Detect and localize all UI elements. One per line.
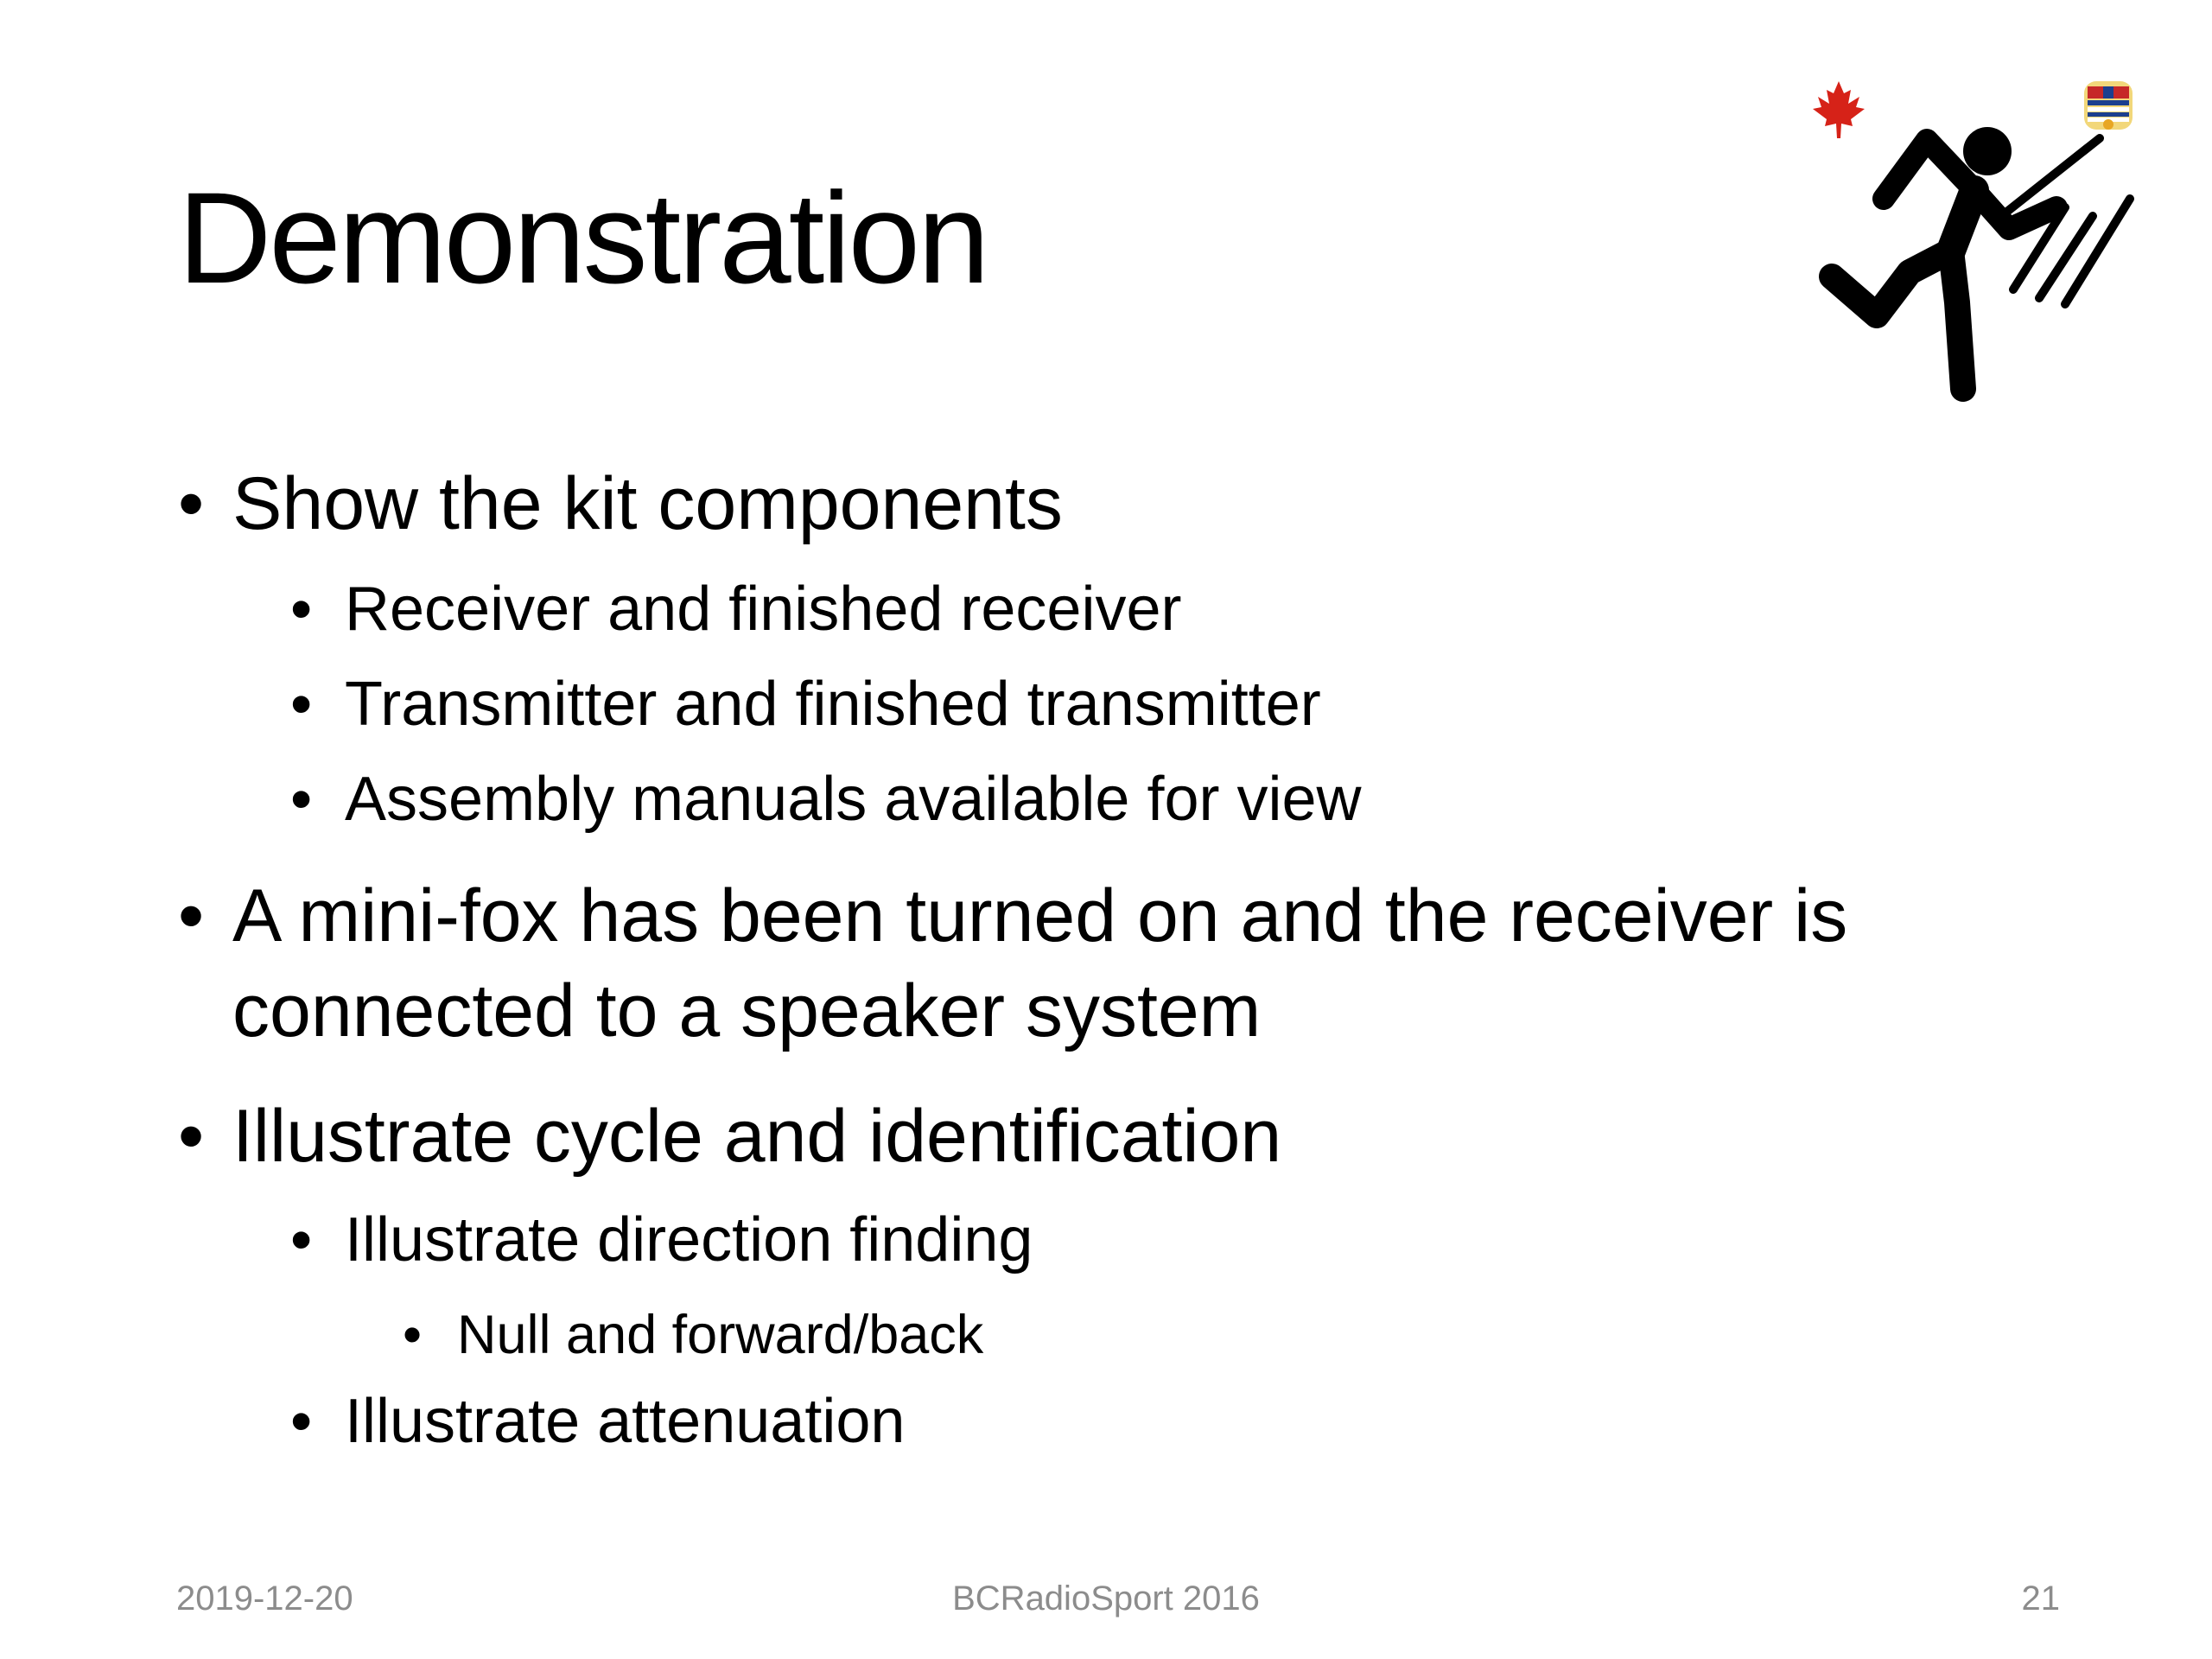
bullet-marker: •	[290, 1205, 313, 1274]
footer-date: 2019-12-20	[176, 1580, 353, 1618]
bullet-marker: •	[290, 670, 313, 739]
bullet-item	[290, 1374, 905, 1469]
bullet-marker: •	[290, 765, 313, 834]
bullet-item	[290, 562, 1181, 657]
bullet-item	[403, 1296, 983, 1374]
bullet-item	[178, 456, 1063, 551]
slide-number: 21	[2021, 1580, 2060, 1618]
bullet-text: Illustrate cycle and identification	[232, 1095, 1282, 1178]
bullet-marker: •	[178, 1095, 205, 1178]
bullet-item	[178, 868, 2047, 1058]
bullet-text: Illustrate attenuation	[345, 1387, 906, 1456]
bullet-text: Transmitter and finished transmitter	[345, 670, 1321, 739]
bullet-marker: •	[290, 1387, 313, 1456]
bullet-text: Null and forward/back	[457, 1305, 984, 1365]
runner-with-antenna-icon	[1780, 69, 2143, 423]
bullet-marker: •	[178, 874, 205, 957]
bullet-item	[178, 1089, 1281, 1184]
bullet-text: Receiver and finished receiver	[345, 575, 1182, 644]
bullet-item	[290, 657, 1321, 752]
bullet-text: Assembly manuals available for view	[345, 765, 1362, 834]
bullet-marker: •	[403, 1305, 423, 1365]
bullet-marker: •	[178, 462, 205, 545]
bcradiosport-logo	[1780, 69, 2143, 423]
footer-center-text: BCRadioSport 2016	[952, 1580, 1260, 1618]
bullet-text: A mini-fox has been turned on and the receiver is connected to a speaker system	[232, 874, 1848, 1052]
maple-leaf-icon	[1813, 81, 1865, 138]
bullet-item	[290, 752, 1362, 847]
slide-title: Demonstration	[178, 165, 988, 310]
bullet-text: Illustrate direction finding	[345, 1205, 1033, 1274]
bullet-marker: •	[290, 575, 313, 644]
bullet-text: Show the kit components	[232, 462, 1063, 545]
bullet-item	[290, 1192, 1033, 1287]
bc-flag-icon	[2084, 81, 2133, 130]
